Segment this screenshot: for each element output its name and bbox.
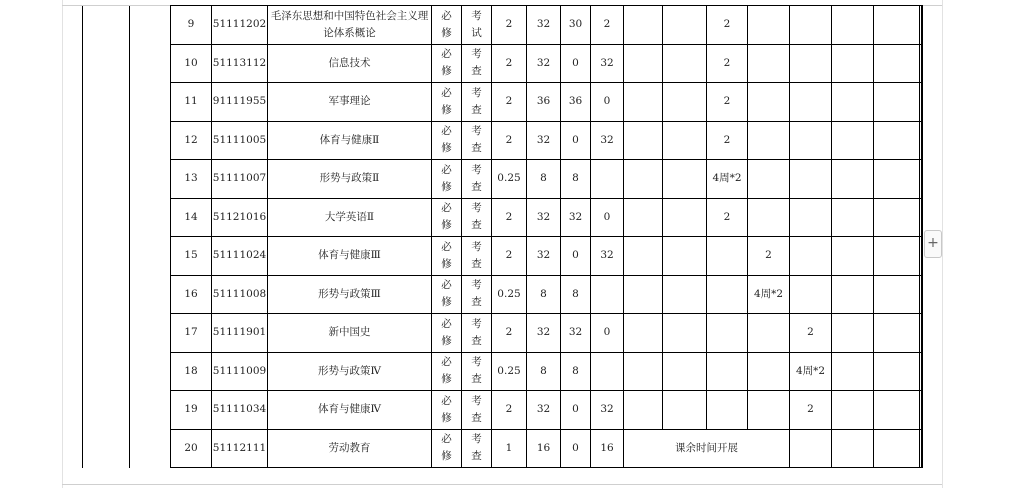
row-number: 20 <box>171 429 212 468</box>
semester-cell <box>921 198 923 237</box>
page-left-edge <box>62 0 63 488</box>
assessment-type <box>462 121 492 160</box>
credit-cell: 0.25 <box>492 160 527 199</box>
assessment-type-label: 考查 <box>471 240 482 270</box>
practice-hours-cell: 32 <box>591 44 624 83</box>
course-type <box>432 352 462 391</box>
course-type-label: 必修 <box>441 9 452 39</box>
assessment-type-label: 考查 <box>471 356 482 386</box>
course-code: 51111034 <box>212 391 268 430</box>
assessment-type-label: 考查 <box>471 394 482 424</box>
semester-cell: 2 <box>707 198 748 237</box>
semester-cell <box>748 121 790 160</box>
semester-cell <box>663 198 707 237</box>
semester-cell <box>874 429 920 468</box>
semester-cell <box>921 6 923 45</box>
assessment-type <box>462 160 492 199</box>
course-name: 信息技术 <box>268 44 432 83</box>
credit-cell: 2 <box>492 121 527 160</box>
row-number: 10 <box>171 44 212 83</box>
total-hours-cell: 8 <box>527 352 561 391</box>
semester-cell <box>624 83 663 122</box>
course-name: 毛泽东思想和中国特色社会主义理论体系概论 <box>268 6 432 45</box>
total-hours-cell: 32 <box>527 198 561 237</box>
semester-cell: 2 <box>707 121 748 160</box>
assessment-type-label: 考查 <box>471 125 482 155</box>
course-name: 军事理论 <box>268 83 432 122</box>
course-type <box>432 121 462 160</box>
subcategory-cell <box>130 314 171 353</box>
course-type-label: 必修 <box>441 48 452 78</box>
semester-cell <box>748 391 790 430</box>
semester-cell <box>832 6 874 45</box>
course-type-label: 必修 <box>441 394 452 424</box>
practice-hours-cell: 0 <box>591 198 624 237</box>
total-hours-cell: 32 <box>527 6 561 45</box>
semester-cell <box>874 391 920 430</box>
total-hours-cell: 36 <box>527 83 561 122</box>
subcategory-cell <box>130 391 171 430</box>
page-bottom-rule <box>62 484 942 485</box>
course-type <box>432 160 462 199</box>
course-code: 51112111 <box>212 429 268 468</box>
assessment-type <box>462 429 492 468</box>
semester-cell <box>874 198 920 237</box>
course-table-body <box>83 6 923 468</box>
practice-hours-cell <box>591 352 624 391</box>
subcategory-cell <box>130 275 171 314</box>
semester-cell <box>663 314 707 353</box>
row-number: 13 <box>171 160 212 199</box>
semester-cell: 2 <box>790 391 832 430</box>
semester-cell <box>790 429 832 468</box>
assessment-type <box>462 275 492 314</box>
course-code: 91111955 <box>212 83 268 122</box>
theory-hours-cell: 0 <box>561 237 591 276</box>
row-number: 12 <box>171 121 212 160</box>
course-name: 大学英语Ⅱ <box>268 198 432 237</box>
assessment-type-label: 考查 <box>471 163 482 193</box>
table-row <box>83 160 923 199</box>
semester-cell <box>707 314 748 353</box>
semester-cell <box>874 83 920 122</box>
course-code: 51111009 <box>212 352 268 391</box>
course-type <box>432 198 462 237</box>
theory-hours-cell: 36 <box>561 83 591 122</box>
semester-cell <box>624 160 663 199</box>
semester-cell <box>748 198 790 237</box>
semester-cell <box>624 275 663 314</box>
semester-cell <box>790 6 832 45</box>
semester-cell <box>874 275 920 314</box>
semester-cell <box>748 6 790 45</box>
semester-cell <box>790 160 832 199</box>
course-code: 51111901 <box>212 314 268 353</box>
semester-cell <box>832 121 874 160</box>
total-hours-cell: 8 <box>527 160 561 199</box>
course-type-label: 必修 <box>441 433 452 463</box>
semester-cell <box>921 352 923 391</box>
theory-hours-cell: 30 <box>561 6 591 45</box>
table-row <box>83 198 923 237</box>
semester-cell <box>663 391 707 430</box>
practice-hours-cell: 2 <box>591 6 624 45</box>
category-cell <box>83 352 130 391</box>
semester-cell: 2 <box>790 314 832 353</box>
course-name: 劳动教育 <box>268 429 432 468</box>
practice-hours-cell: 32 <box>591 391 624 430</box>
table-row <box>83 391 923 430</box>
assessment-type <box>462 391 492 430</box>
add-row-button[interactable]: + <box>924 230 942 258</box>
semester-cell <box>832 198 874 237</box>
total-hours-cell: 32 <box>527 44 561 83</box>
course-code: 51113112 <box>212 44 268 83</box>
row-number: 15 <box>171 237 212 276</box>
total-hours-cell: 32 <box>527 391 561 430</box>
row-number: 17 <box>171 314 212 353</box>
assessment-type-label: 考查 <box>471 433 482 463</box>
assessment-type-label: 考查 <box>471 48 482 78</box>
semester-cell <box>832 352 874 391</box>
category-cell <box>83 237 130 276</box>
course-type-label: 必修 <box>441 125 452 155</box>
course-type <box>432 6 462 45</box>
semester-cell: 2 <box>707 44 748 83</box>
semester-cell <box>624 314 663 353</box>
semester-cell <box>921 121 923 160</box>
course-type <box>432 44 462 83</box>
semester-cell <box>832 44 874 83</box>
table-row <box>83 121 923 160</box>
theory-hours-cell: 32 <box>561 198 591 237</box>
course-name: 体育与健康Ⅲ <box>268 237 432 276</box>
semester-cell <box>832 237 874 276</box>
table-row <box>83 314 923 353</box>
theory-hours-cell: 0 <box>561 429 591 468</box>
total-hours-cell: 16 <box>527 429 561 468</box>
semester-cell: 2 <box>707 83 748 122</box>
course-name: 新中国史 <box>268 314 432 353</box>
semester-cell <box>921 275 923 314</box>
category-cell <box>83 429 130 468</box>
theory-hours-cell: 8 <box>561 160 591 199</box>
course-code: 51111005 <box>212 121 268 160</box>
theory-hours-cell: 8 <box>561 275 591 314</box>
course-type-label: 必修 <box>441 240 452 270</box>
subcategory-cell <box>130 83 171 122</box>
theory-hours-cell: 0 <box>561 391 591 430</box>
course-type-label: 必修 <box>441 279 452 309</box>
semester-cell: 4周*2 <box>790 352 832 391</box>
row-number: 11 <box>171 83 212 122</box>
semester-cell <box>707 237 748 276</box>
assessment-type-label: 考查 <box>471 86 482 116</box>
table-row <box>83 275 923 314</box>
category-cell <box>83 198 130 237</box>
course-type-label: 必修 <box>441 356 452 386</box>
credit-cell: 0.25 <box>492 275 527 314</box>
category-cell <box>83 121 130 160</box>
course-type <box>432 83 462 122</box>
course-type <box>432 237 462 276</box>
semester-cell <box>663 275 707 314</box>
semester-cell <box>832 160 874 199</box>
total-hours-cell: 8 <box>527 275 561 314</box>
semester-cell <box>624 121 663 160</box>
category-cell <box>83 160 130 199</box>
course-name: 形势与政策Ⅲ <box>268 275 432 314</box>
table-row <box>83 6 923 45</box>
semester-cell <box>874 121 920 160</box>
semester-cell <box>790 44 832 83</box>
semester-cell <box>921 314 923 353</box>
assessment-type <box>462 198 492 237</box>
semester-cell <box>874 352 920 391</box>
semester-cell <box>624 6 663 45</box>
assessment-type-label: 考查 <box>471 317 482 347</box>
semester-cell <box>790 275 832 314</box>
semester-cell <box>624 352 663 391</box>
assessment-type-label: 考查 <box>471 279 482 309</box>
course-code: 51111008 <box>212 275 268 314</box>
course-type <box>432 275 462 314</box>
subcategory-cell <box>130 352 171 391</box>
theory-hours-cell: 32 <box>561 314 591 353</box>
practice-hours-cell: 32 <box>591 121 624 160</box>
semester-cell <box>663 121 707 160</box>
practice-hours-cell <box>591 275 624 314</box>
row-number: 18 <box>171 352 212 391</box>
category-cell <box>83 391 130 430</box>
semester-cell <box>663 6 707 45</box>
semester-cell: 2 <box>707 6 748 45</box>
semester-cell: 4周*2 <box>707 160 748 199</box>
practice-hours-cell: 0 <box>591 314 624 353</box>
subcategory-cell <box>130 121 171 160</box>
credit-cell: 2 <box>492 237 527 276</box>
course-code: 51111202 <box>212 6 268 45</box>
semester-cell <box>874 314 920 353</box>
theory-hours-cell: 0 <box>561 121 591 160</box>
category-cell <box>83 314 130 353</box>
theory-hours-cell: 8 <box>561 352 591 391</box>
practice-hours-cell: 32 <box>591 237 624 276</box>
semester-cell <box>832 391 874 430</box>
semester-cell <box>624 391 663 430</box>
course-type <box>432 429 462 468</box>
semester-cell <box>832 275 874 314</box>
assessment-type <box>462 314 492 353</box>
credit-cell: 2 <box>492 391 527 430</box>
semester-cell <box>748 44 790 83</box>
row-number: 9 <box>171 6 212 45</box>
course-code: 51111024 <box>212 237 268 276</box>
course-table <box>82 5 923 468</box>
semester-cell <box>790 83 832 122</box>
assessment-type <box>462 237 492 276</box>
course-name: 体育与健康Ⅳ <box>268 391 432 430</box>
semester-cell: 4周*2 <box>748 275 790 314</box>
semester-cell <box>663 160 707 199</box>
semester-cell <box>663 83 707 122</box>
semester-merged-cell: 课余时间开展 <box>624 429 790 468</box>
semester-cell <box>624 237 663 276</box>
semester-cell <box>921 83 923 122</box>
semester-cell <box>874 160 920 199</box>
semester-cell <box>707 275 748 314</box>
semester-cell <box>790 237 832 276</box>
semester-cell <box>624 44 663 83</box>
course-type-label: 必修 <box>441 202 452 232</box>
semester-cell <box>748 160 790 199</box>
row-number: 14 <box>171 198 212 237</box>
credit-cell: 2 <box>492 198 527 237</box>
category-cell <box>83 6 130 45</box>
table-row <box>83 83 923 122</box>
semester-cell <box>874 237 920 276</box>
practice-hours-cell: 16 <box>591 429 624 468</box>
subcategory-cell <box>130 160 171 199</box>
assessment-type <box>462 83 492 122</box>
credit-cell: 2 <box>492 314 527 353</box>
semester-cell <box>707 352 748 391</box>
assessment-type <box>462 352 492 391</box>
course-code: 51111007 <box>212 160 268 199</box>
table-row <box>83 237 923 276</box>
table-row <box>83 44 923 83</box>
assessment-type <box>462 6 492 45</box>
credit-cell: 0.25 <box>492 352 527 391</box>
semester-cell <box>748 83 790 122</box>
category-cell <box>83 83 130 122</box>
assessment-type-label: 考查 <box>471 202 482 232</box>
semester-cell <box>832 429 874 468</box>
theory-hours-cell: 0 <box>561 44 591 83</box>
course-name: 形势与政策Ⅱ <box>268 160 432 199</box>
semester-cell <box>748 352 790 391</box>
course-code: 51121016 <box>212 198 268 237</box>
course-type-label: 必修 <box>441 317 452 347</box>
course-type-label: 必修 <box>441 163 452 193</box>
course-type-label: 必修 <box>441 86 452 116</box>
practice-hours-cell <box>591 160 624 199</box>
semester-cell <box>832 83 874 122</box>
course-name: 形势与政策Ⅳ <box>268 352 432 391</box>
semester-cell <box>748 314 790 353</box>
page-right-edge <box>942 0 943 488</box>
semester-cell: 2 <box>748 237 790 276</box>
subcategory-cell <box>130 198 171 237</box>
semester-cell <box>790 121 832 160</box>
subcategory-cell <box>130 429 171 468</box>
credit-cell: 2 <box>492 6 527 45</box>
semester-cell <box>921 429 923 468</box>
credit-cell: 2 <box>492 44 527 83</box>
practice-hours-cell: 0 <box>591 83 624 122</box>
semester-cell <box>874 44 920 83</box>
subcategory-cell <box>130 44 171 83</box>
subcategory-cell <box>130 6 171 45</box>
semester-cell <box>663 44 707 83</box>
course-type <box>432 314 462 353</box>
assessment-type-label: 考试 <box>471 9 482 39</box>
table-row <box>83 429 923 468</box>
course-type <box>432 391 462 430</box>
total-hours-cell: 32 <box>527 121 561 160</box>
semester-cell <box>921 237 923 276</box>
row-number: 16 <box>171 275 212 314</box>
assessment-type <box>462 44 492 83</box>
total-hours-cell: 32 <box>527 314 561 353</box>
semester-cell <box>707 391 748 430</box>
semester-cell <box>663 237 707 276</box>
semester-cell <box>921 391 923 430</box>
semester-cell <box>921 160 923 199</box>
semester-cell <box>874 6 920 45</box>
credit-cell: 2 <box>492 83 527 122</box>
credit-cell: 1 <box>492 429 527 468</box>
category-cell <box>83 44 130 83</box>
subcategory-cell <box>130 237 171 276</box>
course-name: 体育与健康Ⅱ <box>268 121 432 160</box>
semester-cell <box>921 44 923 83</box>
semester-cell <box>624 198 663 237</box>
row-number: 19 <box>171 391 212 430</box>
semester-cell <box>832 314 874 353</box>
table-row <box>83 352 923 391</box>
semester-cell <box>663 352 707 391</box>
category-cell <box>83 275 130 314</box>
semester-cell <box>790 198 832 237</box>
total-hours-cell: 32 <box>527 237 561 276</box>
